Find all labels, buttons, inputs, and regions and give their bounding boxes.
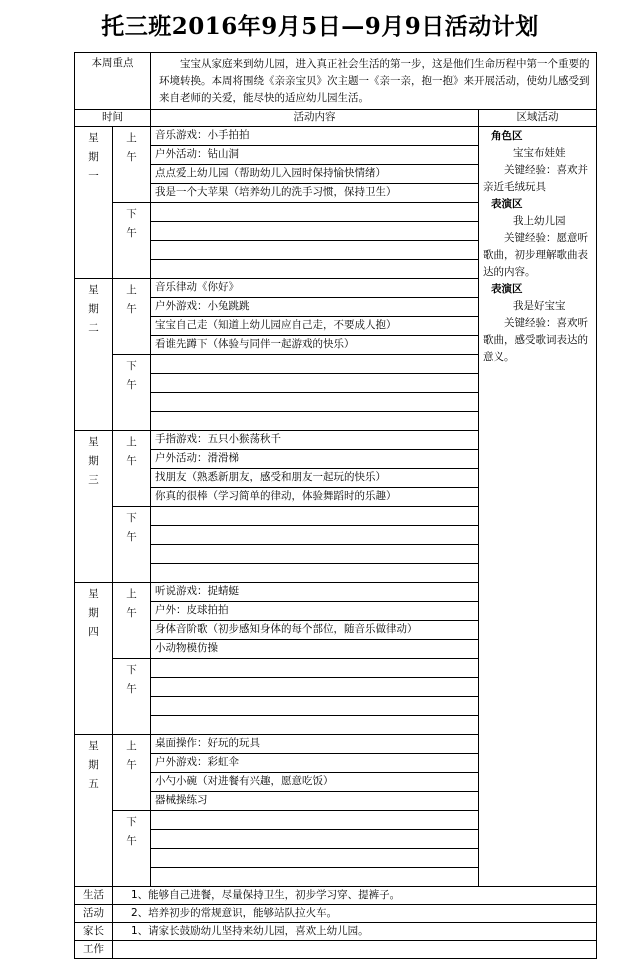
activity-cell	[151, 830, 479, 849]
area-name: 我是好宝宝	[513, 300, 566, 312]
activity-cell	[151, 716, 479, 735]
activity-cell: 宝宝自己走（知道上幼儿园应自己走，不要成人抱）	[151, 317, 479, 336]
area-name: 宝宝布娃娃	[513, 147, 566, 159]
half-char: 午	[126, 227, 137, 239]
area-key-point: 关键经验：喜欢听歌曲，感受歌词表达的意义。	[483, 317, 588, 363]
activity-cell	[151, 659, 479, 678]
activity-cell: 小动物模仿操	[151, 640, 479, 659]
activity-cell	[151, 697, 479, 716]
day-char: 星	[88, 588, 99, 600]
area-key-point: 关键经验：喜欢并亲近毛绒玩具	[483, 164, 588, 193]
half-char: 上	[126, 436, 137, 448]
activity-cell	[151, 526, 479, 545]
half-char: 上	[126, 132, 137, 144]
life-item: 1、能够自己进餐，尽量保持卫生，初步学习穿、提裤子。	[113, 887, 597, 905]
day-char: 星	[88, 132, 99, 144]
parent-label-bottom: 工作	[75, 941, 113, 959]
activity-cell	[151, 811, 479, 830]
activity-cell	[151, 507, 479, 526]
area-key-point: 关键经验：愿意听歌曲，初步理解歌曲表达的内容。	[483, 232, 588, 278]
activity-cell: 看谁先蹲下（体验与同伴一起游戏的快乐）	[151, 336, 479, 355]
activity-cell: 找朋友（熟悉新朋友，感受和朋友一起玩的快乐）	[151, 469, 479, 488]
half-char: 午	[126, 835, 137, 847]
activity-cell: 桌面操作：好玩的玩具	[151, 735, 479, 754]
life-label: 生活	[75, 887, 113, 905]
parent-text: 1、请家长鼓励幼儿坚持来幼儿园，喜欢上幼儿园。	[113, 923, 597, 941]
activity-cell	[151, 222, 479, 241]
half-char: 午	[126, 455, 137, 467]
time-header: 时间	[75, 110, 151, 127]
area-heading: 表演区	[491, 198, 523, 210]
activity-cell: 户外活动：钻山洞	[151, 146, 479, 165]
activity-cell: 你真的很棒（学习简单的律动，体验舞蹈时的乐趣）	[151, 488, 479, 507]
day-char: 星	[88, 284, 99, 296]
activity-cell: 器械操练习	[151, 792, 479, 811]
half-char: 下	[126, 360, 137, 372]
activity-cell	[151, 412, 479, 431]
day-label	[75, 279, 113, 431]
half-char: 下	[126, 664, 137, 676]
half-char: 上	[126, 588, 137, 600]
day-char: 星	[88, 436, 99, 448]
area-name: 我上幼儿园	[513, 215, 566, 227]
day-char: 一	[88, 170, 99, 182]
activity-cell: 听说游戏：捉蜻蜓	[151, 583, 479, 602]
half-label-pm	[113, 355, 151, 431]
half-label-am	[113, 279, 151, 355]
activity-cell: 户外游戏：小兔跳跳	[151, 298, 479, 317]
parent-label-top: 家长	[75, 923, 113, 941]
half-char: 午	[126, 683, 137, 695]
activity-cell: 户外活动：滑滑梯	[151, 450, 479, 469]
activity-cell: 小勺小碗（对进餐有兴趣，愿意吃饭）	[151, 773, 479, 792]
focus-text: 宝宝从家庭来到幼儿园，进入真正社会生活的第一步，这是他们生命历程中第一个重要的环境转换。本周将围绕《亲亲宝贝》次主题一《亲一亲，抱一抱》来开展活动，使幼儿感受到来自老师的关爱，能尽快的适应幼儿园生活。	[151, 53, 597, 110]
half-char: 午	[126, 151, 137, 163]
half-char: 上	[126, 740, 137, 752]
activity-cell	[151, 868, 479, 887]
activity-cell	[151, 678, 479, 697]
day-char: 期	[88, 151, 99, 163]
half-char: 上	[126, 284, 137, 296]
life-item: 2、培养初步的常规意识，能够站队拉火车。	[113, 905, 597, 923]
activity-cell: 我是一个大苹果（培养幼儿的洗手习惯，保持卫生）	[151, 184, 479, 203]
half-label-pm	[113, 659, 151, 735]
activity-cell: 身体音阶歌（初步感知身体的每个部位，随音乐做律动）	[151, 621, 479, 640]
day-label	[75, 583, 113, 735]
activity-cell	[151, 241, 479, 260]
activity-cell	[151, 203, 479, 222]
area-header: 区域活动	[479, 110, 597, 127]
day-label	[75, 127, 113, 279]
activity-cell: 户外：皮球拍拍	[151, 602, 479, 621]
area-heading: 角色区	[491, 130, 523, 142]
focus-label: 本周重点	[75, 53, 151, 110]
area-activities	[479, 127, 597, 887]
day-char: 二	[88, 322, 99, 334]
half-label-am	[113, 735, 151, 811]
day-char: 期	[88, 455, 99, 467]
half-label-am	[113, 127, 151, 203]
half-label-pm	[113, 203, 151, 279]
activity-cell: 手指游戏：五只小猴荡秋千	[151, 431, 479, 450]
day-char: 期	[88, 607, 99, 619]
activity-cell: 音乐游戏：小手拍拍	[151, 127, 479, 146]
area-heading: 表演区	[491, 283, 523, 295]
day-label	[75, 431, 113, 583]
activity-cell	[151, 260, 479, 279]
half-char: 午	[126, 759, 137, 771]
parent-extra	[113, 941, 597, 959]
activity-cell: 音乐律动《你好》	[151, 279, 479, 298]
life-label-bottom: 活动	[75, 905, 113, 923]
half-label-am	[113, 431, 151, 507]
half-label-pm	[113, 811, 151, 887]
content-header: 活动内容	[151, 110, 479, 127]
page-title: 托三班2016年9月5日—9月9日活动计划	[101, 13, 539, 40]
day-char: 期	[88, 759, 99, 771]
day-label	[75, 735, 113, 887]
half-char: 下	[126, 816, 137, 828]
day-char: 三	[88, 474, 99, 486]
activity-cell	[151, 374, 479, 393]
activity-cell: 点点爱上幼儿园（帮助幼儿入园时保持愉快情绪）	[151, 165, 479, 184]
day-char: 四	[88, 626, 99, 638]
activity-cell	[151, 393, 479, 412]
day-char: 星	[88, 740, 99, 752]
activity-cell	[151, 564, 479, 583]
activity-cell	[151, 849, 479, 868]
activity-cell: 户外游戏：彩虹伞	[151, 754, 479, 773]
half-char: 下	[126, 208, 137, 220]
half-label-pm	[113, 507, 151, 583]
day-char: 五	[88, 778, 99, 790]
half-label-am	[113, 583, 151, 659]
activity-cell	[151, 355, 479, 374]
half-char: 午	[126, 379, 137, 391]
table-row	[75, 127, 597, 146]
day-char: 期	[88, 303, 99, 315]
half-char: 午	[126, 607, 137, 619]
activity-plan-table	[74, 52, 597, 959]
half-char: 午	[126, 531, 137, 543]
activity-cell	[151, 545, 479, 564]
half-char: 午	[126, 303, 137, 315]
half-char: 下	[126, 512, 137, 524]
